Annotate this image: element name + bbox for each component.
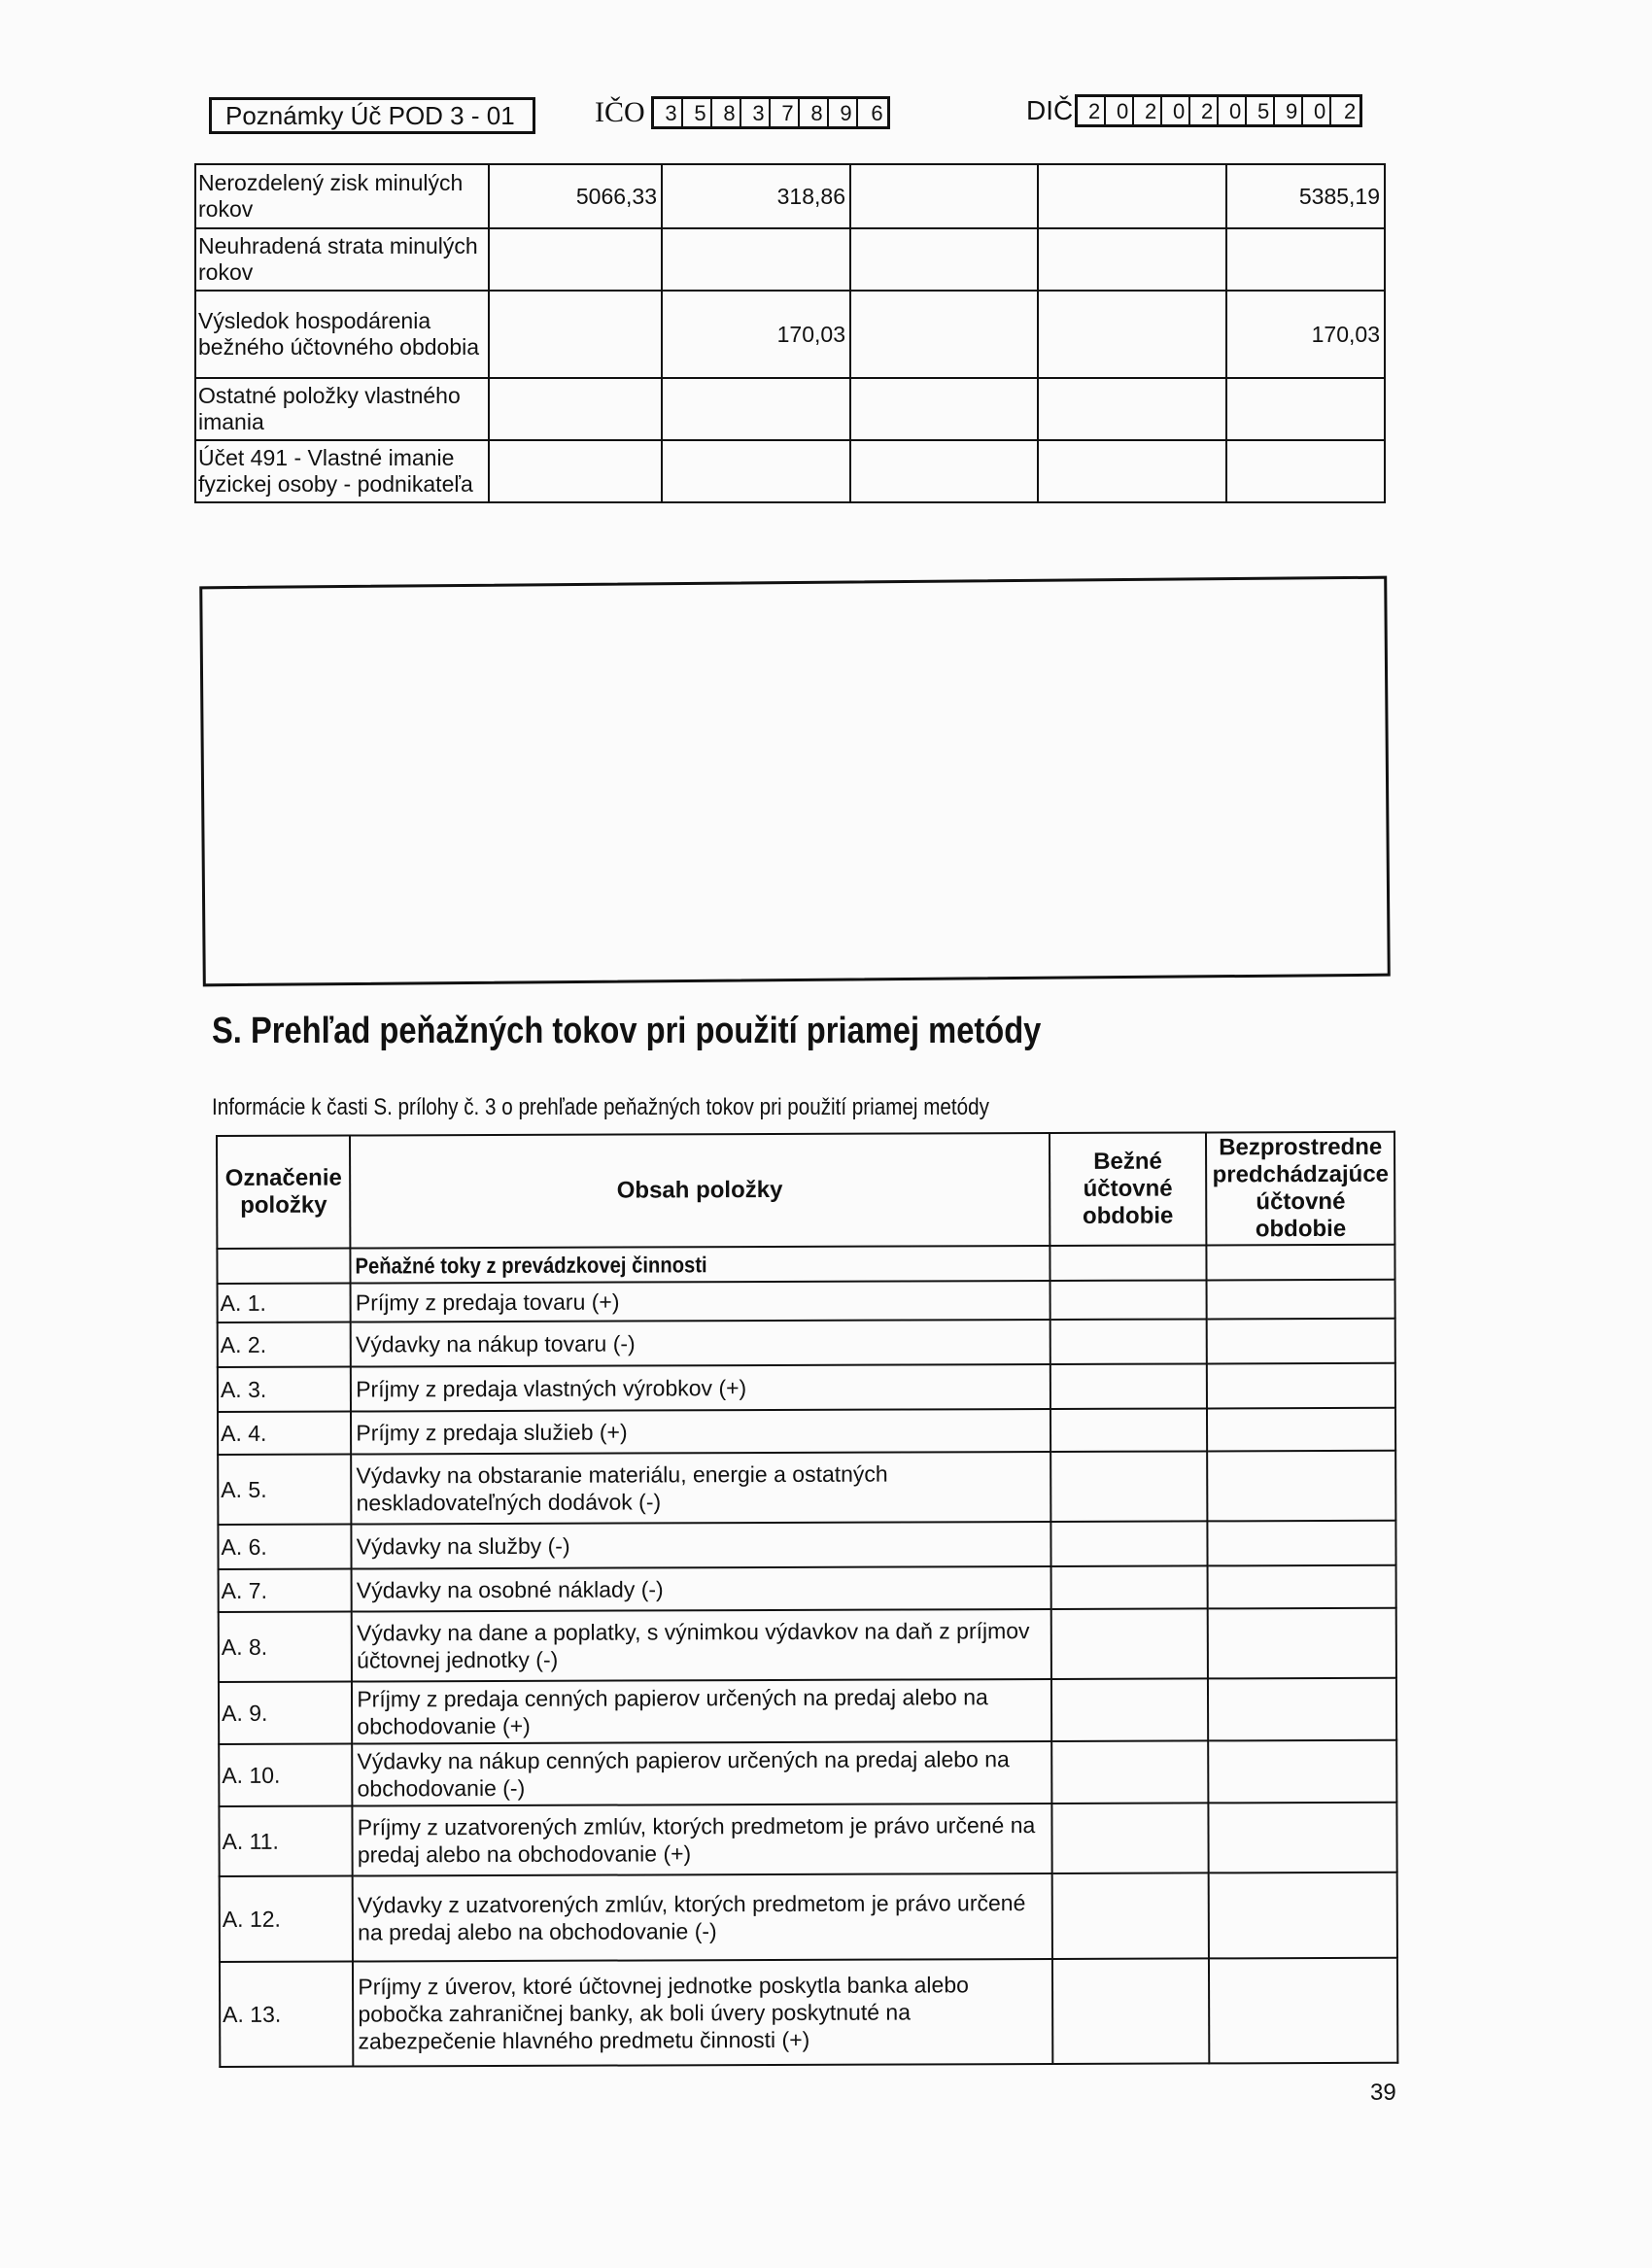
equity-table bbox=[194, 163, 1386, 503]
dic-field bbox=[1026, 91, 1362, 130]
form-title bbox=[209, 97, 535, 134]
cell bbox=[1038, 291, 1226, 378]
cell-current bbox=[1051, 1873, 1209, 1959]
ico-digit: 3 bbox=[741, 99, 771, 126]
cell-current bbox=[1051, 1740, 1209, 1804]
dic-digit: 0 bbox=[1162, 97, 1190, 124]
row-desc: Príjmy z uzatvorených zmlúv, ktorých predmetom je právo určené na predaj alebo na obchodovanie (+) bbox=[353, 1804, 1051, 1876]
cell-current bbox=[1050, 1363, 1207, 1409]
table-row bbox=[218, 1280, 1395, 1323]
dic-digit: 0 bbox=[1219, 97, 1247, 124]
cell-previous bbox=[1208, 1678, 1396, 1741]
table-row bbox=[220, 1873, 1397, 1962]
cell-current bbox=[1051, 1803, 1209, 1873]
cell bbox=[1050, 1245, 1207, 1281]
cell bbox=[1038, 378, 1226, 440]
cell: 170,03 bbox=[662, 291, 850, 378]
ico-digit: 7 bbox=[771, 99, 800, 126]
cell: 170,03 bbox=[1226, 291, 1385, 378]
ico-digit: 9 bbox=[829, 99, 858, 126]
header-code: Označenie položky bbox=[217, 1136, 351, 1249]
cell-previous bbox=[1209, 1958, 1397, 2064]
row-code: A. 2. bbox=[218, 1323, 351, 1367]
cell bbox=[1226, 440, 1385, 502]
dic-digit: 5 bbox=[1247, 97, 1275, 124]
ico-digit: 8 bbox=[800, 99, 829, 126]
table-row bbox=[195, 378, 1385, 440]
form-title-text: Poznámky Úč POD 3 - 01 bbox=[225, 101, 515, 130]
cell-current bbox=[1050, 1565, 1208, 1609]
row-code: A. 12. bbox=[220, 1876, 354, 1962]
cell bbox=[1038, 440, 1226, 502]
section-title: S. Prehľad peňažných tokov pri použití priamej metódy bbox=[212, 1011, 1042, 1051]
cell: 5385,19 bbox=[1226, 164, 1385, 228]
dic-digit: 0 bbox=[1106, 97, 1134, 124]
row-code: A. 7. bbox=[219, 1569, 352, 1612]
header-content: Obsah položky bbox=[350, 1133, 1050, 1249]
dic-digit: 2 bbox=[1343, 99, 1357, 123]
group-row bbox=[217, 1245, 1394, 1284]
cell-previous bbox=[1207, 1319, 1395, 1364]
cell bbox=[850, 164, 1038, 228]
row-desc: Výdavky na dane a poplatky, s výnimkou výdavkov na daň z príjmov účtovnej jednotky (-) bbox=[352, 1609, 1050, 1682]
row-label: Neuhradená strata minulých rokov bbox=[195, 228, 489, 291]
cell bbox=[217, 1249, 350, 1284]
table-row bbox=[218, 1319, 1395, 1367]
row-code: A. 3. bbox=[218, 1367, 351, 1412]
table-row bbox=[219, 1608, 1396, 1682]
row-code: A. 1. bbox=[218, 1284, 351, 1323]
row-code: A. 11. bbox=[219, 1806, 353, 1876]
group-label-text: Peňažné toky z prevádzkovej činnosti bbox=[355, 1252, 707, 1279]
cell bbox=[662, 228, 850, 291]
ico-digit: 3 bbox=[654, 99, 683, 126]
row-code: A. 4. bbox=[218, 1412, 351, 1455]
cell-current bbox=[1050, 1521, 1208, 1566]
cell bbox=[1038, 228, 1226, 291]
dic-digit: 2 bbox=[1078, 97, 1106, 124]
notes-box bbox=[199, 576, 1391, 987]
header-row bbox=[217, 1132, 1394, 1249]
cell-previous bbox=[1208, 1740, 1396, 1804]
table-row bbox=[219, 1678, 1396, 1744]
row-desc: Výdavky na nákup tovaru (-) bbox=[351, 1320, 1050, 1367]
dic-digits bbox=[1075, 94, 1362, 127]
cell bbox=[850, 440, 1038, 502]
dic-digit: 2 bbox=[1190, 97, 1219, 124]
row-code: A. 5. bbox=[218, 1455, 352, 1525]
cell-previous bbox=[1207, 1408, 1395, 1452]
cell-current bbox=[1050, 1280, 1207, 1320]
cell-current bbox=[1050, 1319, 1207, 1364]
row-label: Ostatné položky vlastného imania bbox=[195, 378, 489, 440]
ico-digit: 5 bbox=[683, 99, 712, 126]
cell-previous bbox=[1208, 1565, 1396, 1609]
cell-previous bbox=[1207, 1451, 1395, 1522]
header-current: Bežné účtovné obdobie bbox=[1049, 1132, 1206, 1246]
row-desc: Príjmy z predaja tovaru (+) bbox=[351, 1281, 1050, 1323]
row-code: A. 6. bbox=[218, 1525, 351, 1569]
cell-current bbox=[1050, 1678, 1208, 1741]
row-label: Výsledok hospodárenia bežného účtovného obdobia bbox=[195, 291, 489, 378]
table-row bbox=[195, 228, 1385, 291]
cell bbox=[489, 378, 662, 440]
row-desc: Výdavky na osobné náklady (-) bbox=[352, 1566, 1050, 1612]
table-row bbox=[219, 1565, 1396, 1612]
row-desc: Výdavky na služby (-) bbox=[352, 1522, 1050, 1569]
cell bbox=[1207, 1245, 1395, 1281]
row-desc: Príjmy z predaja cenných papierov určených na predaj alebo na obchodovanie (+) bbox=[352, 1679, 1050, 1744]
table-row bbox=[219, 1803, 1396, 1876]
row-desc: Výdavky na nákup cenných papierov určených na predaj alebo na obchodovanie (-) bbox=[352, 1741, 1050, 1806]
table-row bbox=[195, 291, 1385, 378]
dic-digit: 9 bbox=[1275, 97, 1303, 124]
cell-previous bbox=[1207, 1363, 1395, 1409]
cell bbox=[489, 228, 662, 291]
ico-field bbox=[595, 93, 890, 132]
table-row bbox=[218, 1521, 1395, 1569]
table-row bbox=[218, 1451, 1395, 1525]
cell bbox=[662, 440, 850, 502]
cell-previous bbox=[1208, 1608, 1396, 1679]
row-desc: Príjmy z predaja služieb (+) bbox=[351, 1409, 1050, 1455]
ico-digits bbox=[651, 96, 890, 129]
row-label: Účet 491 - Vlastné imanie fyzickej osoby - podnikateľa bbox=[195, 440, 489, 502]
cell bbox=[1226, 378, 1385, 440]
table-row bbox=[195, 164, 1385, 228]
section-subtitle: Informácie k časti S. prílohy č. 3 o prehľade peňažných tokov pri použití priamej metódy bbox=[212, 1094, 989, 1120]
cell-current bbox=[1050, 1608, 1208, 1679]
row-label: Nerozdelený zisk minulých rokov bbox=[195, 164, 489, 228]
cell-previous bbox=[1207, 1280, 1395, 1320]
cell-current bbox=[1050, 1451, 1208, 1522]
cell-current bbox=[1050, 1408, 1207, 1452]
ico-digit: 8 bbox=[712, 99, 741, 126]
row-desc: Výdavky na obstaranie materiálu, energie a ostatných neskladovateľných dodávok (-) bbox=[351, 1452, 1050, 1525]
row-code: A. 9. bbox=[219, 1682, 352, 1744]
dic-label: DIČ bbox=[1026, 95, 1074, 125]
cell bbox=[489, 291, 662, 378]
cell bbox=[1226, 228, 1385, 291]
row-code: A. 8. bbox=[219, 1612, 353, 1682]
cell bbox=[850, 378, 1038, 440]
cell-previous bbox=[1209, 1803, 1397, 1873]
ico-label: IČO bbox=[595, 96, 645, 128]
header-previous: Bezprostredne predchádzajúce účtovné obdobie bbox=[1206, 1132, 1394, 1246]
dic-digit: 0 bbox=[1303, 97, 1331, 124]
group-label bbox=[351, 1246, 1050, 1284]
cell: 318,86 bbox=[662, 164, 850, 228]
cashflow-table bbox=[216, 1131, 1398, 2068]
page-number: 39 bbox=[1370, 2079, 1396, 2106]
row-code: A. 10. bbox=[219, 1744, 352, 1806]
cell bbox=[1038, 164, 1226, 228]
table-row bbox=[218, 1363, 1395, 1412]
row-desc: Príjmy z predaja vlastných výrobkov (+) bbox=[351, 1364, 1050, 1412]
table-row bbox=[218, 1408, 1395, 1455]
cell-current bbox=[1051, 1958, 1209, 2064]
cell-previous bbox=[1208, 1521, 1396, 1566]
table-row bbox=[219, 1740, 1396, 1806]
dic-digit: 2 bbox=[1134, 97, 1162, 124]
cell bbox=[489, 440, 662, 502]
row-desc: Výdavky z uzatvorených zmlúv, ktorých predmetom je právo určené na predaj alebo na obchodovanie (-) bbox=[353, 1873, 1052, 1962]
cell: 5066,33 bbox=[489, 164, 662, 228]
row-desc: Príjmy z úverov, ktoré účtovnej jednotke poskytla banka alebo pobočka zahraničnej banky, ak boli úvery poskytnuté na zabezpečenie hlavného predmetu činnosti (+) bbox=[353, 1959, 1052, 2067]
cell bbox=[662, 378, 850, 440]
ico-digit: 6 bbox=[871, 101, 883, 125]
table-row bbox=[220, 1958, 1397, 2067]
cell-previous bbox=[1209, 1873, 1397, 1959]
cell bbox=[850, 291, 1038, 378]
table-row bbox=[195, 440, 1385, 502]
cell bbox=[850, 228, 1038, 291]
row-code: A. 13. bbox=[220, 1962, 354, 2067]
